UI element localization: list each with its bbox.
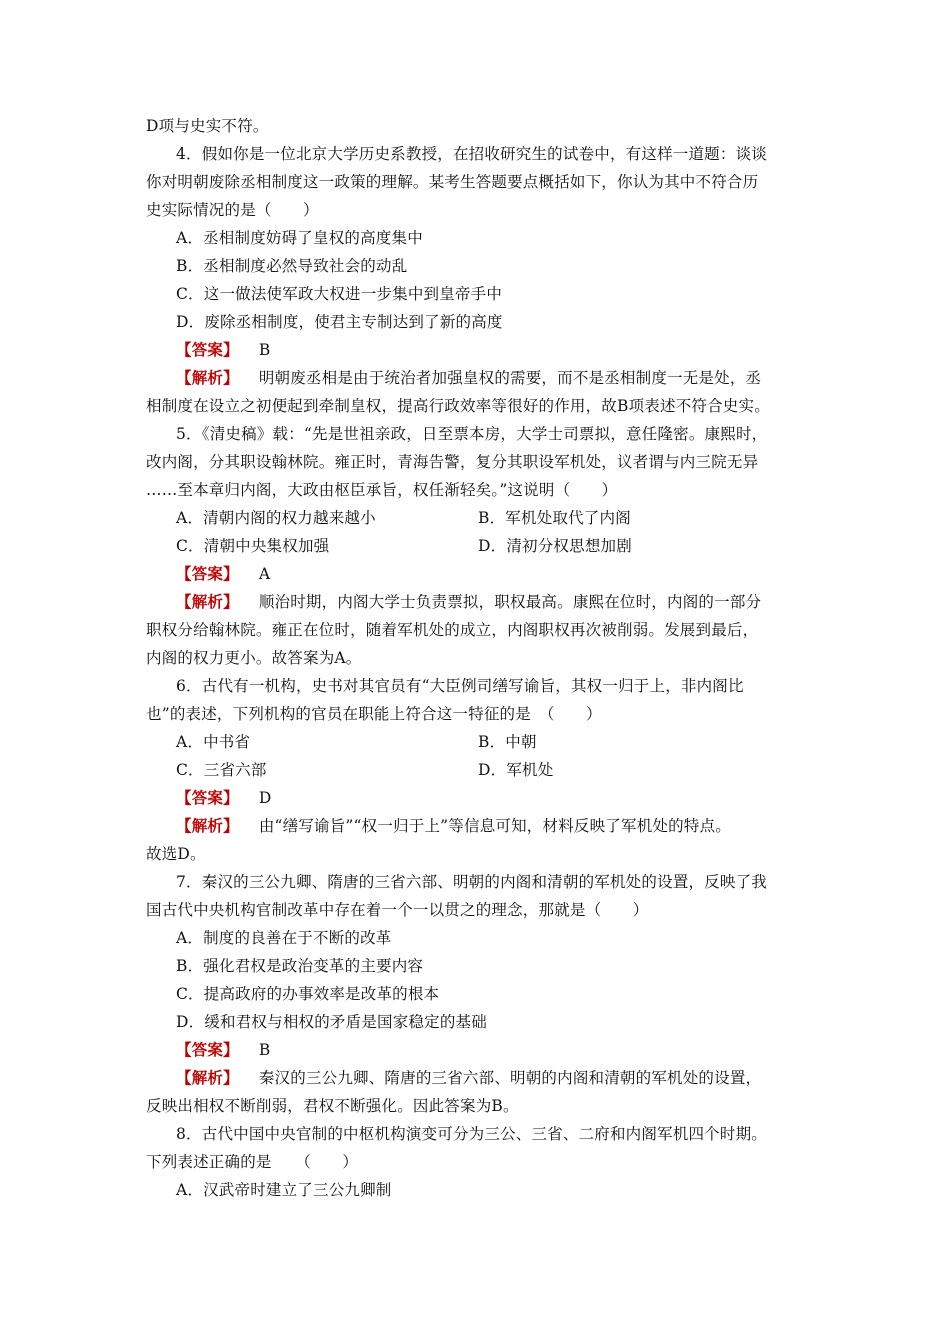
q6-analysis-line-1 [146, 812, 816, 840]
q5-stem-line-3: ……至本章归内阁，大政由枢臣承旨，权任渐轻矣。”这说明（ ） [146, 481, 618, 499]
q4-answer [146, 336, 816, 364]
q5-option-a: A．清朝内阁的权力越来越小 [176, 509, 376, 527]
q6-options-row-1 [146, 728, 816, 756]
q4-stem-line-2: 你对明朝废除丞相制度这一政策的理解。某考生答题要点概括如下，你认为其中不符合历 [146, 173, 759, 191]
q4-option-b: B．丞相制度必然导致社会的动乱 [176, 257, 408, 275]
q5-answer-value: A [258, 565, 271, 583]
q8-stem-line-2: 下列表述正确的是 （ ） [146, 1153, 359, 1171]
q7-answer [146, 1036, 816, 1064]
q7-option-d: D．缓和君权与相权的矛盾是国家稳定的基础 [176, 1013, 487, 1031]
q5-options-row-1 [146, 504, 816, 532]
q5-analysis-line-2: 职权分给翰林院。雍正在位时，随着军机处的成立，内阁职权再次被削弱。发展到最后， [146, 621, 759, 639]
q5-answer [146, 560, 816, 588]
q7-stem-line-2: 国古代中央机构官制改革中存在着一个一以贯之的理念，那就是（ ） [146, 901, 649, 919]
q7-answer-value: B [258, 1041, 271, 1059]
lead-text: D项与史实不符。 [146, 117, 269, 135]
q4-stem-line-1: 4．假如你是一位北京大学历史系教授，在招收研究生的试卷中，有这样一道题：谈谈 [176, 145, 767, 163]
q5-analysis-line-1 [146, 588, 816, 616]
q6-options-row-2 [146, 756, 816, 784]
q6-option-b: B．中朝 [478, 733, 537, 751]
q7-option-b: B．强化君权是政治变革的主要内容 [176, 957, 424, 975]
q6-option-d: D．军机处 [478, 761, 554, 779]
q4-analysis-text: 明朝废丞相是由于统治者加强皇权的需要，而不是丞相制度一无是处，丞 [258, 369, 762, 387]
answer-tag: 【答案】 [176, 340, 239, 359]
q6-analysis-text: 由“缮写谕旨”“权一归于上”等信息可知，材料反映了军机处的特点。 [258, 817, 731, 835]
q4-answer-value: B [258, 341, 271, 359]
q4-option-d: D．废除丞相制度，使君主专制达到了新的高度 [176, 313, 503, 331]
q7-option-a: A．制度的良善在于不断的改革 [176, 929, 392, 947]
q4-option-c: C．这一做法使军政大权进一步集中到皇帝手中 [176, 285, 503, 303]
q5-stem-line-2: 改内阁，分其职设翰林院。雍正时，青海告警，复分其职设军机处，议者谓与内三院无异 [146, 453, 759, 471]
q7-option-c: C．提高政府的办事效率是改革的根本 [176, 985, 440, 1003]
q6-option-a: A．中书省 [176, 733, 251, 751]
q7-analysis-text: 秦汉的三公九卿、隋唐的三省六部、明朝的内阁和清朝的军机处的设置， [258, 1069, 762, 1087]
q7-analysis-line-1 [146, 1064, 816, 1092]
q8-stem-line-1: 8．古代中国中央官制的中枢机构演变可分为三公、三省、二府和内阁军机四个时期。 [176, 1125, 767, 1143]
q5-option-c: C．清朝中央集权加强 [176, 537, 330, 555]
q5-options-row-2 [146, 532, 816, 560]
q5-option-d: D．清初分权思想加剧 [478, 537, 632, 555]
q6-analysis-line-2: 故选D。 [146, 845, 206, 863]
analysis-tag: 【解析】 [176, 1068, 239, 1087]
q4-stem-line-3: 史实际情况的是（ ） [146, 201, 319, 219]
q4-analysis-line-1 [146, 364, 816, 392]
q5-stem-line-1: 5．《清史稿》载：“先是世祖亲政，日至票本房，大学士司票拟，意任隆密。康熙时， [176, 425, 768, 443]
q7-analysis-line-2: 反映出相权不断削弱，君权不断强化。因此答案为B。 [146, 1097, 519, 1115]
q4-analysis-line-2: 相制度在设立之初便起到牵制皇权，提高行政效率等很好的作用，故B项表述不符合史实。 [146, 397, 770, 415]
q8-option-a: A．汉武帝时建立了三公九卿制 [176, 1181, 392, 1199]
analysis-tag: 【解析】 [176, 592, 239, 611]
q5-option-b: B．军机处取代了内阁 [478, 509, 631, 527]
document-page [146, 112, 816, 1204]
q5-analysis-line-3: 内阁的权力更小。故答案为A。 [146, 649, 362, 667]
analysis-tag: 【解析】 [176, 368, 239, 387]
q6-answer [146, 784, 816, 812]
answer-tag: 【答案】 [176, 1040, 239, 1059]
answer-tag: 【答案】 [176, 788, 239, 807]
q4-option-a: A．丞相制度妨碍了皇权的高度集中 [176, 229, 423, 247]
analysis-tag: 【解析】 [176, 816, 239, 835]
q6-answer-value: D [258, 789, 272, 807]
q6-option-c: C．三省六部 [176, 761, 267, 779]
answer-tag: 【答案】 [176, 564, 239, 583]
q5-analysis-text: 顺治时期，内阁大学士负责票拟，职权最高。康熙在位时，内阁的一部分 [258, 593, 762, 611]
q6-stem-line-2: 也”的表述，下列机构的官员在职能上符合这一特征的是 （ ） [146, 705, 602, 723]
q7-stem-line-1: 7．秦汉的三公九卿、隋唐的三省六部、明朝的内阁和清朝的军机处的设置，反映了我 [176, 873, 767, 891]
q6-stem-line-1: 6．古代有一机构，史书对其官员有“大臣例司缮写谕旨，其权一归于上，非内阁比 [176, 677, 744, 695]
